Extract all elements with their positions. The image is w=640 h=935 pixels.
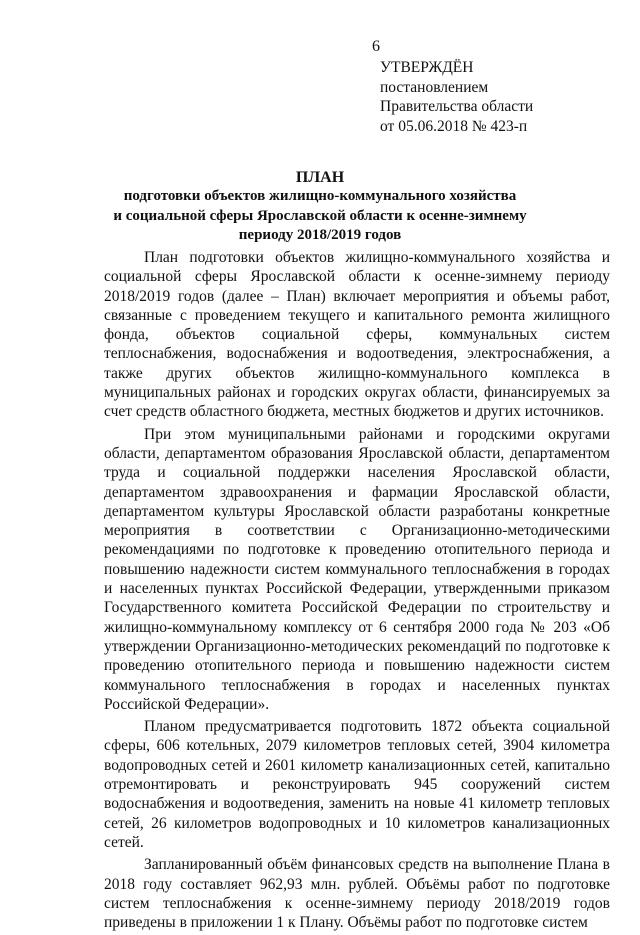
approval-line: УТВЕРЖДЁН bbox=[380, 59, 474, 76]
heading-line: подготовки объектов жилищно-коммунального хозяйства bbox=[123, 188, 517, 205]
document-title: ПЛАН bbox=[295, 169, 345, 186]
body-paragraph: Планом предусматривается подготовить 1872 объекта социальной сферы, 606 котельных, 2079 километров тепловых сетей, 3904 километра водопроводных сетей и 2601 километр канализационных сетей, капитально отремонтировать и реконструировать 945 сооружений систем водоснабжения и водоотведения, заменить на новые 41 километр тепловых сетей, 26 километров водопроводных и 10 километров канализационных сетей. bbox=[104, 718, 610, 851]
approval-line: от 05.06.2018 № 423-п bbox=[380, 117, 528, 135]
document-heading bbox=[95, 168, 545, 245]
page-number: 6 bbox=[372, 38, 380, 55]
heading-line: периоду 2018/2019 годов bbox=[238, 226, 402, 243]
body-paragraph: План подготовки объектов жилищно-коммунального хозяйства и социальной сферы Ярославской области к осенне-зимнему периоду 2018/2019 годов (далее – План) включает мероприятия и объемы работ, связанные с проведением текущего и капитального ремонта жилищного фонда, объектов социальной сферы, коммунальных систем теплоснабжения, водоснабжения и водоотведения, электроснабжения, а также других объектов жилищно-коммунального комплекса в муниципальных районах и городских округах области, финансируемых за счет средств областного бюджета, местных бюджетов и других источников. bbox=[104, 249, 610, 421]
approval-line: постановлением bbox=[380, 78, 489, 96]
body-paragraph: При этом муниципальными районами и городскими округами области, департаментом образования Ярославской области, департаментом труда и социальной поддержки населения Ярославской области, департаментом здравоохранения и фармации Ярославской области, департаментом культуры Ярославской области разработаны конкретные мероприятия в соответствии с Организационно-методическими рекомендациями по подготовке к проведению отопительного периода и повышению надежности систем коммунального теплоснабжения в городах и населенных пунктах Российской Федерации, утвержденными приказом Государственного комитета Российской Федерации по строительству и жилищно-коммунальному комплексу от 6 сентября 2000 года № 203 «Об утверждении Организационно-методических рекомендаций по подготовке к проведению отопительного периода и повышению надежности систем коммунального теплоснабжения в городах и населенных пунктах Российской Федерации». bbox=[104, 425, 610, 713]
heading-line: и социальной сферы Ярославской области к осенне-зимнему bbox=[113, 207, 527, 224]
approval-line: Правительства области bbox=[380, 98, 534, 115]
approval-stamp bbox=[380, 58, 610, 136]
body-paragraph: Запланированный объём финансовых средств на выполнение Плана в 2018 году составляет 962,93 млн. рублей. Объёмы работ по подготовке систем теплоснабжения к осенне-зимнему периоду 2018/2019 годов приведены в приложении 1 к Плану. Объёмы работ по подготовке систем bbox=[104, 856, 610, 932]
document-body bbox=[104, 248, 610, 935]
